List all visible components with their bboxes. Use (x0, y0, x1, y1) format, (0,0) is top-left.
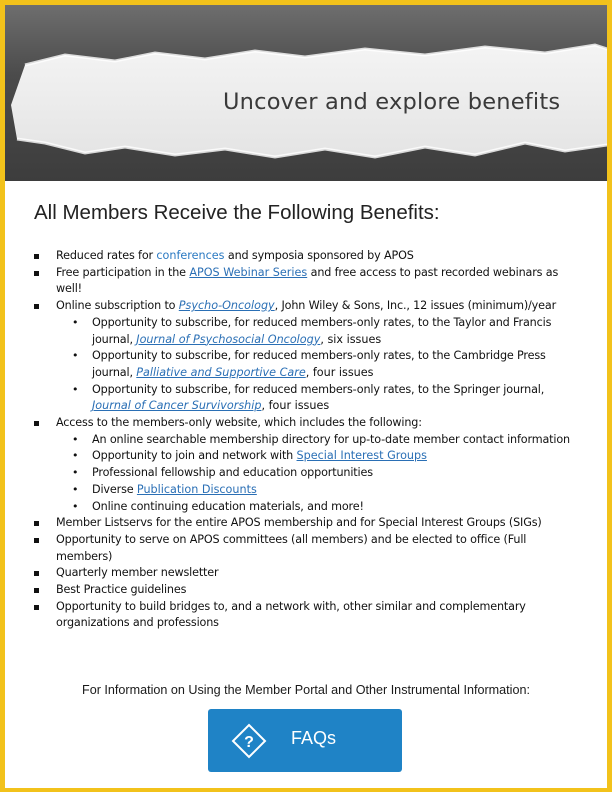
square-bullet-icon (34, 304, 39, 309)
square-bullet-icon (34, 588, 39, 593)
dot-bullet-icon: • (72, 449, 79, 463)
list-subitem: • Opportunity to subscribe, for reduced members-only rates, to the Springer journal, Journal of Cancer Survivorship, four issues (72, 382, 545, 413)
frame-right-border (607, 0, 612, 792)
special-interest-groups-link[interactable]: Special Interest Groups (296, 449, 427, 463)
webinar-series-link[interactable]: APOS Webinar Series (189, 265, 308, 279)
svg-text:?: ? (244, 734, 254, 751)
list-item: Reduced rates for conferences and symposia sponsored by APOS (56, 248, 576, 265)
dot-bullet-icon: • (72, 466, 79, 480)
square-bullet-icon (34, 271, 39, 276)
list-subitem: • Opportunity to join and network with Special Interest Groups (56, 448, 576, 465)
list-subitem: • Opportunity to subscribe, for reduced members-only rates, to the Cambridge Press journal, Palliative and Supportive Care, four issues (72, 349, 546, 379)
torn-paper-banner (5, 5, 607, 181)
frame-bottom-border (0, 788, 612, 792)
journal-psychosocial-oncology-link[interactable]: Journal of Psychosocial Oncology (136, 332, 321, 346)
banner-title: Uncover and explore benefits (223, 89, 561, 115)
square-bullet-icon (34, 571, 39, 576)
list-item: Quarterly member newsletter (56, 565, 576, 582)
list-item: Access to the members-only website, which includes the following: (56, 415, 576, 432)
dot-bullet-icon: • (72, 315, 79, 329)
list-subitem: • Online continuing education materials, and more! (56, 499, 576, 516)
list-item: Free participation in the APOS Webinar Series and free access to past recorded webinars as well! (56, 265, 576, 298)
list-subitem: • Diverse Publication Discounts (56, 482, 576, 499)
list-item: Opportunity to serve on APOS committees (all members) and be elected to office (Full members) (56, 532, 576, 565)
faqs-label: FAQs (291, 728, 337, 748)
question-diamond-icon (231, 723, 267, 759)
page-heading: All Members Receive the Following Benefits: (34, 201, 440, 224)
benefits-list (56, 248, 576, 632)
psycho-oncology-link[interactable]: Psycho-Oncology (178, 299, 275, 313)
list-item: Online subscription to Psycho-Oncology, John Wiley & Sons, Inc., 12 issues (minimum)/year (56, 298, 576, 315)
journal-cancer-survivorship-link[interactable]: Journal of Cancer Survivorship (92, 399, 262, 413)
list-item: Opportunity to build bridges to, and a network with, other similar and complementary organizations and professions (56, 599, 576, 632)
dot-bullet-icon: • (72, 349, 79, 363)
palliative-supportive-care-link[interactable]: Palliative and Supportive Care (136, 365, 306, 379)
list-subitem: • Professional fellowship and education opportunities (56, 465, 576, 482)
square-bullet-icon (34, 521, 39, 526)
square-bullet-icon (34, 538, 39, 543)
square-bullet-icon (34, 421, 39, 426)
dot-bullet-icon: • (72, 432, 79, 446)
square-bullet-icon (34, 254, 39, 259)
list-subitem: • An online searchable membership directory for up-to-date member contact information (56, 432, 576, 449)
publication-discounts-link[interactable]: Publication Discounts (136, 482, 257, 496)
square-bullet-icon (34, 605, 39, 610)
faqs-button[interactable] (208, 709, 402, 772)
conferences-link[interactable]: conferences (156, 249, 225, 262)
list-subitem: • Opportunity to subscribe, for reduced members-only rates, to the Taylor and Francis journal, Journal of Psychosocial Oncology, six issues (72, 315, 552, 346)
list-item: Member Listservs for the entire APOS membership and for Special Interest Groups (SIGs) (56, 515, 576, 532)
info-text: For Information on Using the Member Portal and Other Instrumental Information: (82, 683, 530, 697)
dot-bullet-icon: • (72, 482, 79, 496)
list-item: Best Practice guidelines (56, 582, 576, 599)
dot-bullet-icon: • (72, 499, 79, 513)
dot-bullet-icon: • (72, 382, 79, 396)
